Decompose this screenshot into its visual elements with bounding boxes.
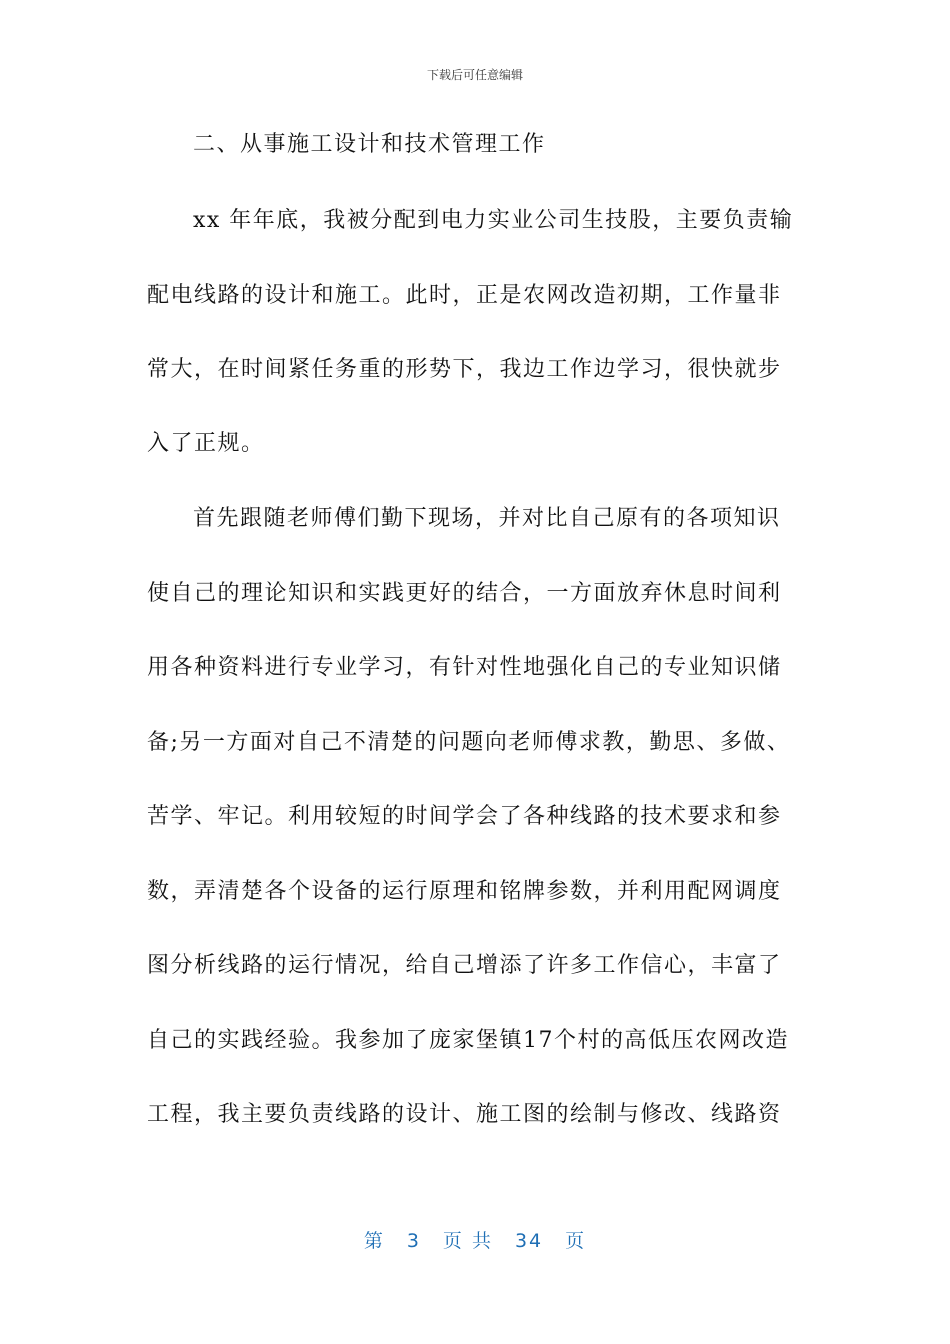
paragraph-line: 用各种资料进行专业学习，有针对性地强化自己的专业知识储 xyxy=(147,655,782,680)
paragraph-line: 入了正规。 xyxy=(147,431,265,456)
footer-label-end: 页 xyxy=(565,1230,587,1252)
paragraph-line: 图分析线路的运行情况，给自己增添了许多工作信心，丰富了 xyxy=(147,953,782,978)
paragraph-line: 工程，我主要负责线路的设计、施工图的绘制与修改、线路资 xyxy=(147,1102,782,1127)
page-footer xyxy=(0,1226,950,1253)
paragraph-line: 常大，在时间紧任务重的形势下，我边工作边学习，很快就步 xyxy=(147,357,782,382)
section-heading: 二、从事施工设计和技术管理工作 xyxy=(193,132,546,157)
paragraph-line: 配电线路的设计和施工。此时，正是农网改造初期，工作量非 xyxy=(147,283,782,308)
paragraph-line: 自己的实践经验。我参加了庞家堡镇17个村的高低压农网改造 xyxy=(147,1028,789,1053)
footer-total-pages: 34 xyxy=(514,1230,544,1252)
header-note: 下载后可任意编辑 xyxy=(426,68,523,82)
paragraph-line: 苦学、牢记。利用较短的时间学会了各种线路的技术要求和参 xyxy=(147,804,782,829)
paragraph-line: 首先跟随老师傅们勤下现场，并对比自己原有的各项知识 xyxy=(193,506,781,531)
paragraph-line: xx 年年底，我被分配到电力实业公司生技股，主要负责输 xyxy=(193,208,794,233)
paragraph-line: 数，弄清楚各个设备的运行原理和铭牌参数，并利用配网调度 xyxy=(147,879,782,904)
paragraph-line: 使自己的理论知识和实践更好的结合，一方面放弃休息时间利 xyxy=(147,581,782,606)
paragraph-line: 备;另一方面对自己不清楚的问题向老师傅求教，勤思、多做、 xyxy=(147,730,791,755)
footer-label-page: 第 xyxy=(363,1230,385,1252)
footer-current-page: 3 xyxy=(406,1230,421,1252)
footer-label-total: 页 共 xyxy=(442,1230,493,1252)
